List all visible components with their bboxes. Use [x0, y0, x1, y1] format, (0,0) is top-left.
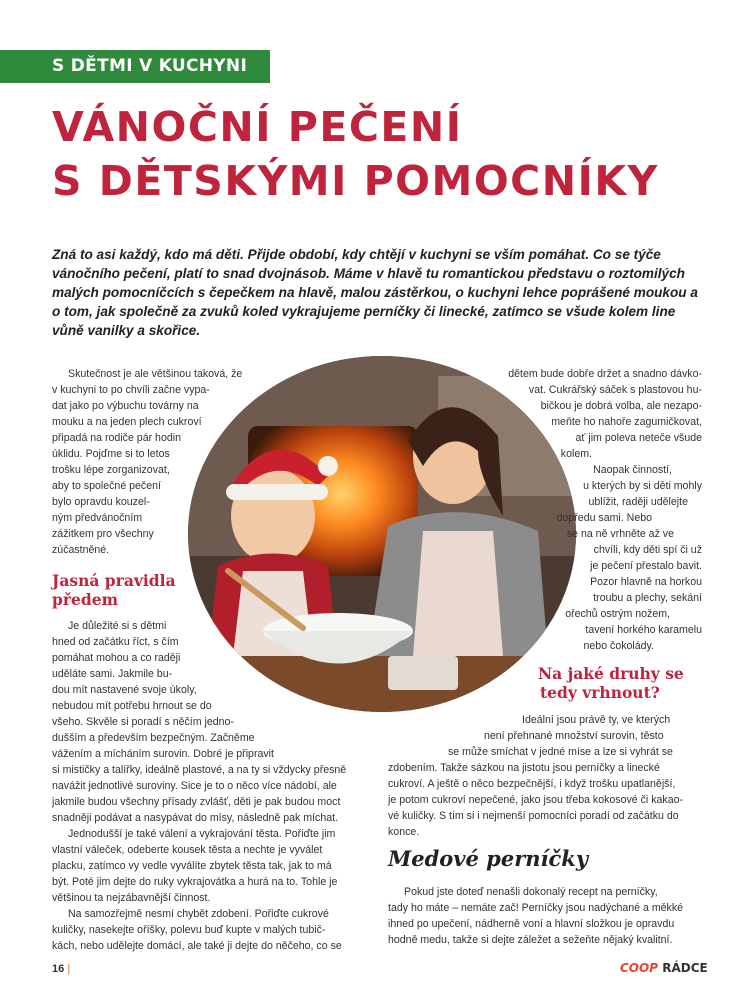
left-column-mid [52, 618, 274, 762]
text-line: pomáhat mohou a co raději [52, 652, 181, 664]
text-line: kách, nebo udělejte domácí, ale také ji dejte do něčeho, co se [52, 940, 342, 952]
text-line: není přehnané množství surovin, těsto [484, 730, 664, 742]
text-line: tady ho máte – nemáte zač! Perníčky jsou nadýchané a měkké [388, 902, 684, 914]
text-line: Na samozřejmě nesmí chybět zdobení. Pořiďte cukrové [68, 908, 329, 920]
text-line: Pokud jste doteď nenašli dokonalý recept na perníčky, [404, 886, 658, 898]
text-line: se může smíchat v jedné míse a lze si vyhrát se [448, 746, 673, 758]
text-line: ným předvánočním [52, 512, 143, 524]
subhead-rules: Jasná pravidla předem [52, 571, 176, 609]
text-line: bičkou je dobrá volba, ale nezapo- [540, 400, 702, 412]
right-column-mid [388, 712, 702, 840]
text-line: Pozor hlavně na horkou [590, 576, 702, 588]
text-line: Skutečnost je ale většinou taková, že [68, 368, 243, 380]
text-line: nebudou mít potřebu hrnout se do [52, 700, 212, 712]
text-line: troubu a plechy, sekání [593, 592, 702, 604]
text-line: většinou ta nejzábavnější činnost. [52, 892, 211, 904]
text-line: zážitkem pro všechny [52, 528, 154, 540]
text-line: chvíli, kdy děti spí či už [593, 544, 702, 556]
text-line: placku, zatímco vy vedle vyválíte zbytek těsta tak, jak to má [52, 860, 332, 872]
text-line: meňte ho nahoře zagumičkovat, [551, 416, 702, 428]
text-line: Naopak činností, [593, 464, 672, 476]
text-line: Je důležité si s dětmi [68, 620, 167, 632]
text-line: nebo čokolády. [583, 640, 654, 652]
text-line: se na ně vrhněte až ve [566, 528, 674, 540]
text-line: ihned po upečení, nádherně voní a hlavní složkou je opravdu [388, 918, 675, 930]
text-line: je pečení přestalo bavit. [590, 560, 702, 572]
left-column-top [52, 366, 242, 558]
text-line: bylo opravdu kouzel- [52, 496, 150, 508]
text-line: ať jim poleva neteče všude [575, 432, 702, 444]
brand-coop: COOP [620, 961, 659, 975]
text-line: si mističky a talířky, ideálně plastové, a na ty si vždycky přesně [52, 764, 347, 776]
text-line: dat jako po výbuchu továrny na [52, 400, 199, 412]
text-line: úklidu. Pojďme si to letos [52, 448, 170, 460]
article-headline [52, 100, 732, 208]
section-tag: S DĚTMI V KUCHYNI [0, 50, 270, 83]
text-line: mouku a na jeden plech cukroví [52, 416, 202, 428]
text-line: ořechů ostrým nožem, [565, 608, 670, 620]
brand-logo [620, 961, 708, 975]
text-line: dopředu sami. Nebo [556, 512, 652, 524]
brand-radce: RÁDCE [662, 961, 708, 975]
text-line: všeho. Skvěle si poradí s něčím jedno- [52, 716, 234, 728]
text-line: vat. Cukrářský sáček s plastovou hu- [528, 384, 702, 396]
left-column-bottom [52, 762, 382, 954]
text-line: snadněji podávat a nasypávat do mísy, následně pak míchat. [52, 812, 339, 824]
text-line: kuličky, nasekejte oříšky, polevu buď kupte v malých tubič- [52, 924, 326, 936]
page-divider: | [67, 963, 71, 975]
text-line: konce. [388, 826, 420, 838]
text-line: být. Poté jim dejte do ruky vykrajovátka a hurá na to. Tohle je [52, 876, 338, 888]
page-number [52, 963, 70, 975]
text-line: cukroví. A ještě o něco bezpečnější, i když trošku upatlanější, [388, 778, 676, 790]
text-line: hodně medu, takže si dejte záležet a sežeňte nějaký kvalitní. [388, 934, 673, 946]
text-line: dětem bude dobře držet a snadno dávko- [508, 368, 702, 380]
text-line: jakmile budou všechny přísady zvlášť, děti je pak budou moct [52, 796, 341, 808]
text-line: zdobením. Takže sázkou na jistotu jsou perníčky a linecké [388, 762, 660, 774]
subhead-types: Na jaké druhy se tedy vrhnout? [538, 664, 684, 702]
medove-heading: Medové perníčky [388, 846, 589, 871]
text-line: v kuchyni to po chvíli začne vypa- [52, 384, 210, 396]
text-line: vážením a mícháním surovin. Dobré je připravit [52, 748, 274, 760]
text-line: kolem. [560, 448, 592, 460]
text-line: ublížit, raději udělejte [588, 496, 688, 508]
headline-line-2: S DĚTSKÝMI POMOCNÍKY [52, 157, 659, 205]
intro-paragraph: Zná to asi každý, kdo má děti. Přijde období, kdy chtějí v kuchyni se vším pomáhat. Co se týče vánočního pečení, platí to snad dvojnásob. Máme v hlavě tu romantickou představu o roztomilých malých pomocníčcích s čepečkem na hlavě, malou zástěrkou, o kuchyni lehce poprášené moukou a o tom, jak společně za zvuků koled vykrajujeme perníčky či linecké, zatímco se všude kolem line vůně vanilky a skořice. [52, 247, 698, 338]
text-line: tavení horkého karamelu [585, 624, 702, 636]
text-line: zúčastněné. [52, 544, 110, 556]
text-line: dušším a především bezpečným. Začněme [52, 732, 255, 744]
page-number-value: 16 [52, 963, 65, 975]
text-line: dou mít nastavené svoje úkoly, [52, 684, 197, 696]
text-line: aby to společné pečení [52, 480, 161, 492]
text-line: vlastní váleček, odeberte kousek těsta a nechte je vyválet [52, 844, 323, 856]
text-line: u kterých by si děti mohly [583, 480, 702, 492]
text-line: Ideální jsou právě ty, ve kterých [522, 714, 671, 726]
text-line: navážit jednotlivé suroviny. Sice je to o něco více nádobí, ale [52, 780, 337, 792]
text-line: je potom cukroví nepečené, jako jsou třeba kokosové či kakao- [388, 794, 684, 806]
medove-text [388, 884, 702, 948]
text-line: uděláte sami. Jakmile bu- [52, 668, 173, 680]
right-column-top [470, 366, 702, 654]
text-line: trošku lépe zorganizovat, [52, 464, 170, 476]
text-line: hned od začátku říct, s čím [52, 636, 179, 648]
headline-line-1: VÁNOČNÍ PEČENÍ [52, 103, 463, 151]
text-line: připadá na rodiče pár hodin [52, 432, 181, 444]
text-line: Jednodušší je také válení a vykrajování těsta. Pořiďte jim [68, 828, 336, 840]
text-line: vé kuličky. S tím si i nejmenší pomocníci poradí od začátku do [388, 810, 679, 822]
